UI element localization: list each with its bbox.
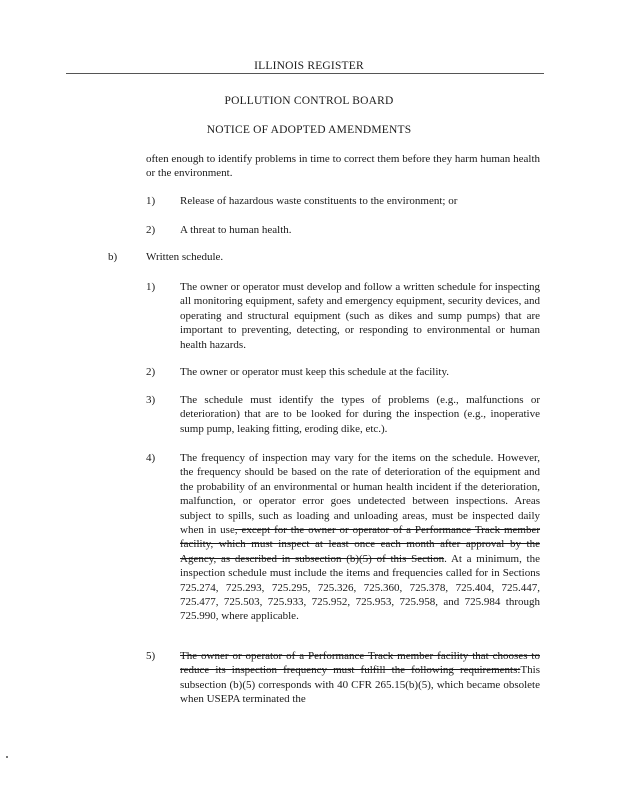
- list-item-number: 3): [146, 394, 156, 406]
- item-text-part: . At a minimum, the inspection schedule must include the items and frequencies called for in Sections 725.274, 725.293, 725.295, 725.326, 725.360, 725.378, 725.404, 725.447, 725.477, 725.503, 725.933, 725.952, 725.953, 725.958, and 725.984 through 725.990, where applicable.: [180, 552, 540, 623]
- notice-title: NOTICE OF ADOPTED AMENDMENTS: [206, 124, 412, 136]
- section-title: Written schedule.: [146, 251, 224, 263]
- list-item-text: The schedule must identify the types of problems (e.g., malfunctions or deterioration) that are to be looked for during the inspection (e.g., inoperative sump pump, leaking fitting, eroding dike, etc.).: [180, 394, 540, 435]
- item-text-part: The frequency of inspection may vary for the items on the schedule. However, the frequency should be based on the rate of deterioration of the equipment and the probability of an environmental or human health incident if the deterioration, malfunction, or operator error goes undetected between inspections. Areas subject to spills, such as loading and unloading areas, must be inspected daily when in use: [180, 452, 540, 537]
- header-rule: [66, 73, 544, 74]
- register-title: ILLINOIS REGISTER: [254, 60, 364, 72]
- struck-text: , except for the owner or operator of a Performance Track member facility, which must inspect at least once each month after approval by the Agency, as described in subsection (b)(5) of this Section: [180, 524, 541, 565]
- list-item-number: 2): [146, 224, 156, 236]
- board-title: POLLUTION CONTROL BOARD: [224, 95, 394, 107]
- list-item-number: 4): [146, 452, 156, 464]
- list-item-number: 1): [146, 281, 156, 293]
- section-label: b): [108, 251, 118, 263]
- list-item-text: [180, 649, 540, 707]
- list-item-text: The owner or operator must develop and follow a written schedule for inspecting all monitoring equipment, safety and emergency equipment, security devices, and operating and structural equipment (such as dikes and sump pumps) that are important to preventing, detecting, or responding to environmental or human health hazards.: [180, 281, 540, 351]
- item-text-part: This subsection (b)(5) corresponds with 40 CFR 265.15(b)(5), which became obsolete when USEPA terminated the: [180, 664, 540, 706]
- list-item-text: The owner or operator must keep this schedule at the facility.: [180, 366, 450, 378]
- list-item-number: 1): [146, 195, 156, 207]
- list-item-text: Release of hazardous waste constituents to the environment; or: [180, 195, 458, 207]
- list-item-number: 2): [146, 366, 156, 378]
- struck-text: The owner or operator of a Performance Track member facility that chooses to reduce its inspection frequency must fulfill the following requirements:: [180, 650, 540, 677]
- list-item-text: [180, 451, 540, 624]
- list-item-text: A threat to human health.: [180, 224, 292, 236]
- list-item-number: 5): [146, 650, 156, 662]
- scan-mark: [6, 756, 8, 758]
- continuation-paragraph: often enough to identify problems in time to correct them before they harm human health or the environment.: [146, 153, 540, 180]
